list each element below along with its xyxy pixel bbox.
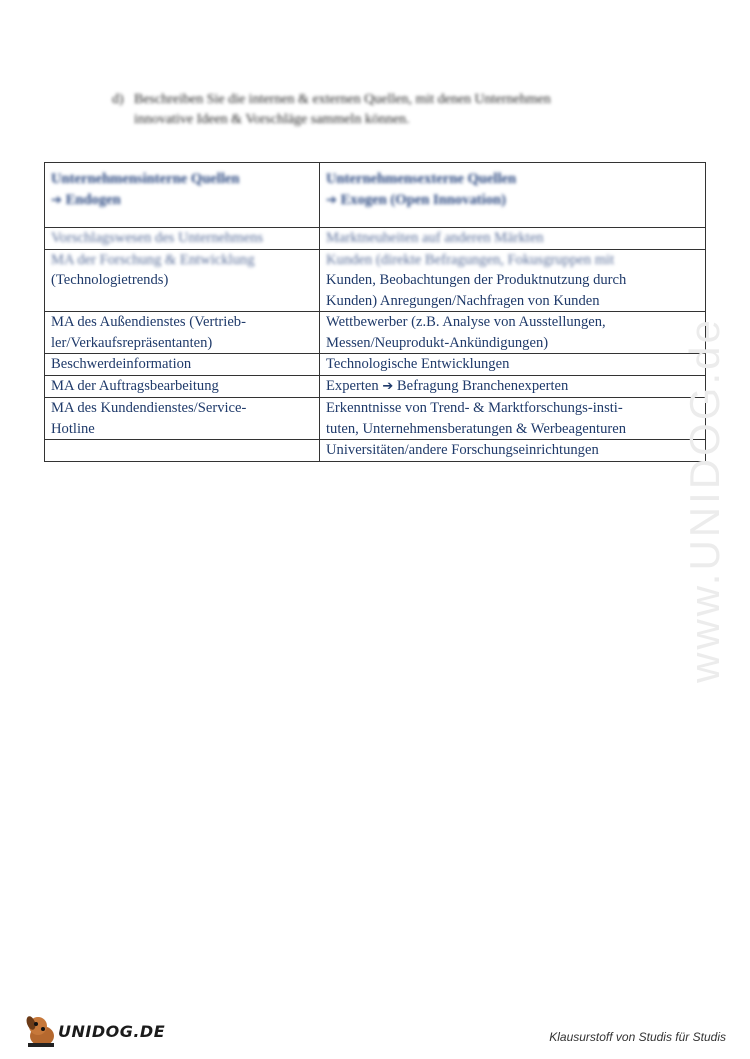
table-row bbox=[45, 312, 706, 354]
header-external-sub: Exogen (Open Innovation) bbox=[340, 191, 506, 208]
question-line-1: Beschreiben Sie die internen & externen Quellen, mit denen Unternehmen bbox=[134, 92, 551, 107]
cell-external bbox=[320, 375, 706, 398]
header-internal-title: Unternehmensinterne Quellen bbox=[51, 171, 240, 187]
sources-table-container bbox=[44, 162, 706, 462]
cell-text: Befragung Branchenexperten bbox=[396, 377, 569, 394]
cell-line: MA der Forschung & Entwicklung bbox=[51, 251, 255, 268]
watermark-text: www.UNIDOG.de bbox=[681, 317, 728, 683]
cell-line: (Technologietrends) bbox=[51, 272, 169, 288]
table-row bbox=[45, 249, 706, 312]
table-row bbox=[45, 354, 706, 376]
sources-table bbox=[44, 162, 706, 462]
cell-line: ler/Verkaufsrepräsentanten) bbox=[51, 334, 213, 351]
table-header-row bbox=[45, 163, 706, 228]
cell-external bbox=[320, 398, 706, 440]
right-arrow-icon: ➔ bbox=[326, 192, 337, 208]
dog-mascot-icon bbox=[22, 1010, 62, 1050]
right-arrow-icon: ➔ bbox=[51, 192, 62, 208]
table-row bbox=[45, 440, 706, 462]
question-letter: d) bbox=[112, 92, 124, 107]
right-arrow-icon: ➔ bbox=[382, 378, 394, 394]
question-block bbox=[112, 90, 692, 130]
question-line-2: innovative Ideen & Vorschläge sammeln können. bbox=[134, 112, 410, 127]
cell-line: Erkenntnisse von Trend- & Marktforschungs-insti- bbox=[326, 400, 623, 416]
footer-logo bbox=[22, 1010, 166, 1050]
watermark bbox=[655, 265, 750, 735]
cell-internal bbox=[45, 249, 320, 312]
cell-internal: MA der Auftragsbearbeitung bbox=[45, 375, 320, 398]
cell-line: Kunden (direkte Befragungen, Fokusgruppen mit bbox=[326, 251, 615, 268]
cell-line: MA des Kundendienstes/Service- bbox=[51, 400, 247, 416]
cell-line: Messen/Neuprodukt-Ankündigungen) bbox=[326, 334, 549, 351]
table-row bbox=[45, 228, 706, 250]
cell-internal: Beschwerdeinformation bbox=[45, 354, 320, 376]
header-internal-sub: Endogen bbox=[65, 191, 121, 208]
cell-internal bbox=[45, 312, 320, 354]
header-external-title: Unternehmensexterne Quellen bbox=[326, 171, 517, 187]
table-row bbox=[45, 375, 706, 398]
cell-internal bbox=[45, 398, 320, 440]
cell-line: Wettbewerber (z.B. Analyse von Ausstellungen, bbox=[326, 314, 606, 330]
cell-external: Marktneuheiten auf anderen Märkten bbox=[320, 228, 706, 250]
cell-line: Kunden) Anregungen/Nachfragen von Kunden bbox=[326, 292, 600, 309]
cell-external bbox=[320, 249, 706, 312]
footer-slogan: Klausurstoff von Studis für Studis bbox=[549, 1030, 726, 1044]
cell-line: Hotline bbox=[51, 420, 95, 437]
cell-external bbox=[320, 312, 706, 354]
header-internal bbox=[45, 163, 320, 228]
cell-line: tuten, Unternehmensberatungen & Werbeagenturen bbox=[326, 420, 627, 437]
table-row bbox=[45, 398, 706, 440]
cell-text: Experten bbox=[326, 377, 379, 394]
cell-line: Kunden, Beobachtungen der Produktnutzung durch bbox=[326, 272, 627, 288]
cell-internal bbox=[45, 440, 320, 462]
header-external bbox=[320, 163, 706, 228]
cell-line: MA des Außendienstes (Vertrieb- bbox=[51, 314, 246, 330]
cell-external: Technologische Entwicklungen bbox=[320, 354, 706, 376]
logo-text: UNIDOG.DE bbox=[58, 1022, 166, 1041]
cell-external: Universitäten/andere Forschungseinrichtungen bbox=[320, 440, 706, 462]
cell-internal: Vorschlagswesen des Unternehmens bbox=[45, 228, 320, 250]
